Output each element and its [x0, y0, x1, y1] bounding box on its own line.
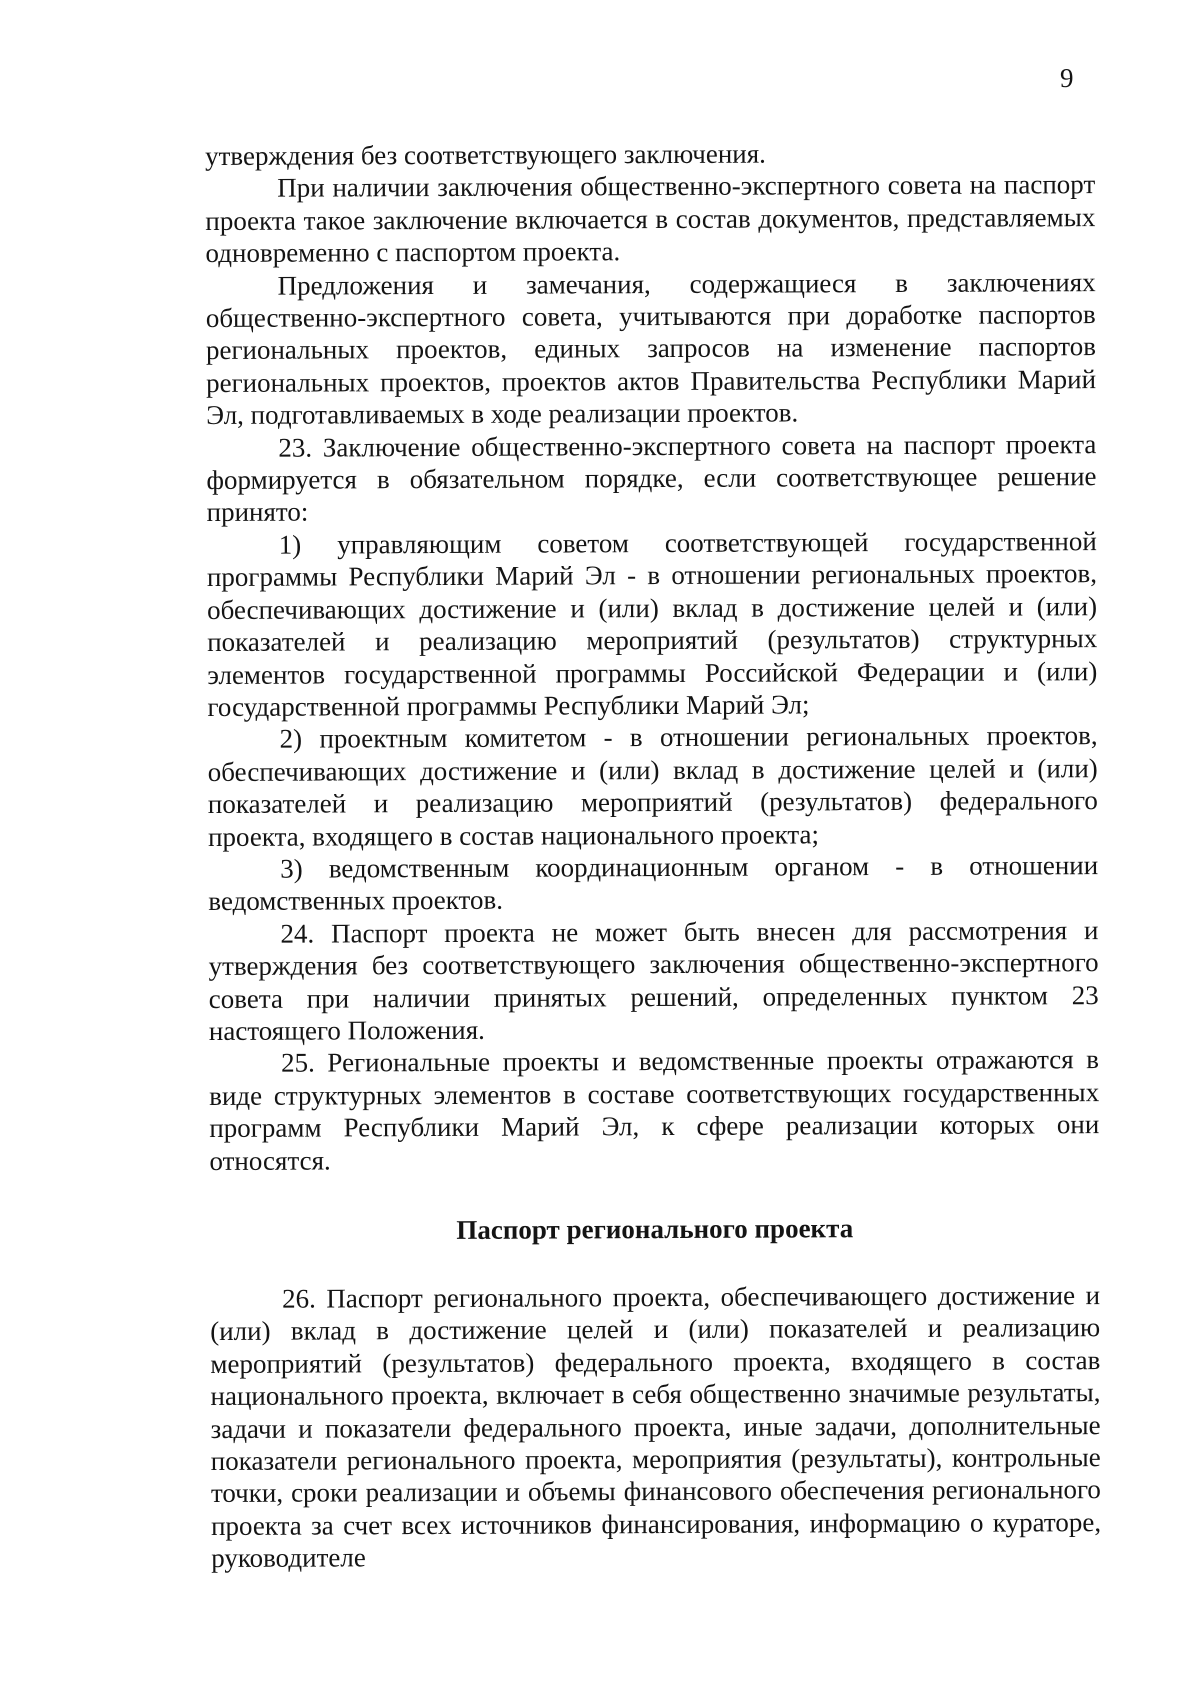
document-body: [205, 136, 1101, 1575]
paragraph-item-23: 23. Заключение общественно-экспертного совета на паспорт проекта формируется в обязательном порядке, если соответствующее решение принято:: [206, 428, 1097, 528]
paragraph-proposals-remarks: Предложения и замечания, содержащиеся в заключениях общественно-экспертного совета, учитываются при доработке паспортов региональных проектов, единых запросов на изменение паспортов региональных проектов, проектов актов Правительства Республики Марий Эл, подготавливаемых в ходе реализации проектов.: [205, 266, 1097, 431]
paragraph-item-23-sub-3: 3) ведомственным координационным органом - в отношении ведомственных проектов.: [208, 850, 1099, 917]
paragraph-continuation: утверждения без соответствующего заключения.: [205, 138, 766, 171]
paragraph-item-23-sub-2: 2) проектным комитетом - в отношении региональных проектов, обеспечивающих достижение и (или) вклад в достижение целей и (или) показателей и реализацию мероприятий (результатов) федерального проекта, входящего в состав национального проекта;: [207, 720, 1098, 852]
paragraph-item-23-sub-1: 1) управляющим советом соответствующей государственной программы Республики Марий Эл - в отношении региональных проектов, обеспечивающих достижение и (или) вклад в достижение целей и (или) показателей и реализацию мероприятий (результатов) структурных элементов государственной программы Российской Федерации и (или) государственной программы Республики Марий Эл;: [206, 525, 1098, 722]
paragraph-expert-conclusion-included: При наличии заключения общественно-экспертного совета на паспорт проекта такое заключение включается в состав документов, представляемых одновременно с паспортом проекта.: [205, 169, 1096, 269]
paragraph-item-25: 25. Региональные проекты и ведомственные проекты отражаются в виде структурных элементов в составе соответствующих государственных программ Республики Марий Эл, к сфере реализации которых они относятся.: [209, 1044, 1100, 1176]
paragraph-item-24: 24. Паспорт проекта не может быть внесен для рассмотрения и утверждения без соответствующего заключения общественно-экспертного совета при наличии принятых решений, определенных пунктом 23 настоящего Положения.: [208, 914, 1099, 1046]
section-heading: Паспорт регионального проекта: [456, 1213, 854, 1245]
page-number: 9: [1060, 63, 1074, 93]
paragraph-item-26: 26. Паспорт регионального проекта, обеспечивающего достижение и (или) вклад в достижение целей и (или) показателей и реализацию мероприятий (результатов) федерального проекта, входящего в состав национального проекта, включает в себя общественно значимые результаты, задачи и показатели федерального проекта, иные задачи, дополнительные показатели регионального проекта, мероприятия (результаты), контрольные точки, сроки реализации и объемы финансового обеспечения регионального проекта за счет всех источников финансирования, информацию о кураторе, руководителе: [210, 1280, 1102, 1574]
